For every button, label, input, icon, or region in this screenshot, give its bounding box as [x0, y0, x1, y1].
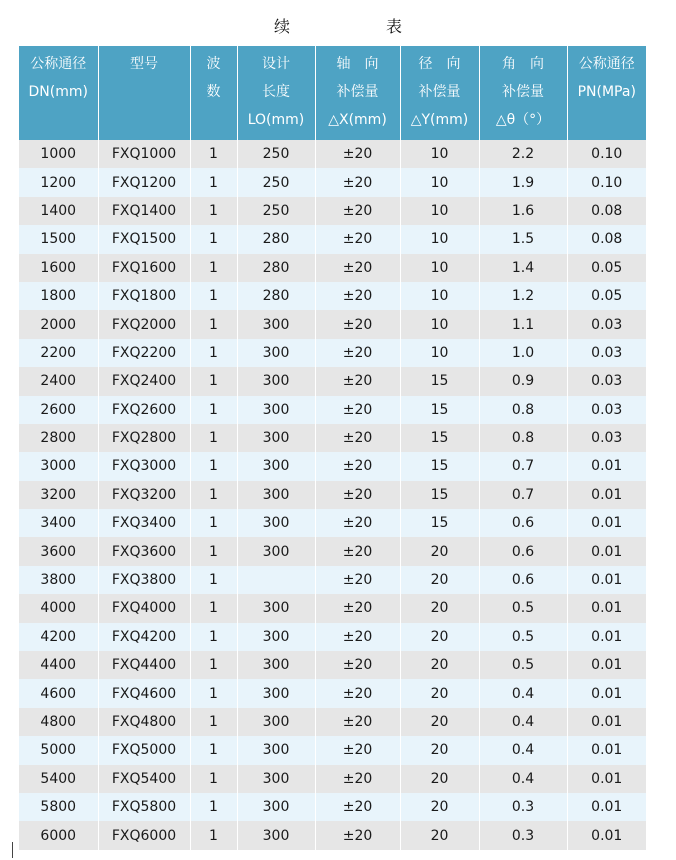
cell-dn: 4600 — [19, 679, 98, 707]
cell-length: 280 — [237, 282, 315, 310]
cell-length — [237, 566, 315, 594]
cell-length: 300 — [237, 623, 315, 651]
cell-waves: 1 — [190, 821, 237, 849]
cell-axial: ±20 — [315, 282, 400, 310]
cell-length: 300 — [237, 736, 315, 764]
cell-angular: 0.5 — [479, 651, 567, 679]
cell-dn: 1500 — [19, 225, 98, 253]
cell-length: 300 — [237, 651, 315, 679]
cell-pn: 0.03 — [567, 339, 646, 367]
cell-axial: ±20 — [315, 310, 400, 338]
cell-model: FXQ4000 — [98, 594, 190, 622]
cell-dn: 1800 — [19, 282, 98, 310]
cell-pn: 0.01 — [567, 651, 646, 679]
cell-dn: 3600 — [19, 537, 98, 565]
cell-dn: 5000 — [19, 736, 98, 764]
table-row — [19, 736, 646, 764]
cell-angular: 0.6 — [479, 509, 567, 537]
cell-dn: 2800 — [19, 424, 98, 452]
cell-axial: ±20 — [315, 537, 400, 565]
cell-length: 300 — [237, 594, 315, 622]
cell-lateral: 10 — [400, 310, 479, 338]
cell-lateral: 10 — [400, 225, 479, 253]
cell-angular: 0.4 — [479, 708, 567, 736]
cell-pn: 0.10 — [567, 140, 646, 168]
cell-length: 300 — [237, 452, 315, 480]
cell-dn: 4200 — [19, 623, 98, 651]
cell-lateral: 20 — [400, 623, 479, 651]
cell-axial: ±20 — [315, 140, 400, 168]
table-row — [19, 282, 646, 310]
cell-angular: 0.9 — [479, 367, 567, 395]
cell-angular: 1.9 — [479, 168, 567, 196]
cell-axial: ±20 — [315, 481, 400, 509]
cell-length: 250 — [237, 197, 315, 225]
table-header-row — [19, 46, 646, 140]
table-row — [19, 708, 646, 736]
cell-dn: 3800 — [19, 566, 98, 594]
cell-waves: 1 — [190, 197, 237, 225]
cell-axial: ±20 — [315, 623, 400, 651]
cell-model: FXQ3200 — [98, 481, 190, 509]
cell-dn: 6000 — [19, 821, 98, 849]
cell-axial: ±20 — [315, 339, 400, 367]
table-row — [19, 679, 646, 707]
cell-waves: 1 — [190, 254, 237, 282]
header-line: PN(MPa) — [577, 84, 636, 100]
cell-length: 250 — [237, 168, 315, 196]
cell-lateral: 10 — [400, 168, 479, 196]
cell-axial: ±20 — [315, 651, 400, 679]
table-row — [19, 651, 646, 679]
cell-pn: 0.08 — [567, 197, 646, 225]
cell-waves: 1 — [190, 367, 237, 395]
cell-angular: 0.3 — [479, 793, 567, 821]
cell-axial: ±20 — [315, 793, 400, 821]
cell-model: FXQ4800 — [98, 708, 190, 736]
table-row — [19, 424, 646, 452]
cell-pn: 0.01 — [567, 452, 646, 480]
cell-waves: 1 — [190, 651, 237, 679]
cell-pn: 0.10 — [567, 168, 646, 196]
cell-dn: 3400 — [19, 509, 98, 537]
header-line: 公称通径 — [30, 56, 87, 72]
table-row — [19, 396, 646, 424]
cell-pn: 0.01 — [567, 623, 646, 651]
cell-lateral: 15 — [400, 367, 479, 395]
cell-dn: 5400 — [19, 765, 98, 793]
header-line: 角 向 — [502, 56, 544, 72]
header-line: 波 — [206, 56, 221, 72]
cell-model: FXQ2200 — [98, 339, 190, 367]
table-row — [19, 140, 646, 168]
cell-pn: 0.01 — [567, 793, 646, 821]
table-row — [19, 367, 646, 395]
cell-length: 300 — [237, 793, 315, 821]
cell-model: FXQ6000 — [98, 821, 190, 849]
column-header-lateral — [400, 46, 479, 140]
header-line: 补偿量 — [336, 84, 379, 100]
cell-length: 300 — [237, 424, 315, 452]
cell-lateral: 20 — [400, 708, 479, 736]
cell-axial: ±20 — [315, 821, 400, 849]
cell-pn: 0.03 — [567, 367, 646, 395]
cell-model: FXQ1500 — [98, 225, 190, 253]
cell-waves: 1 — [190, 140, 237, 168]
cell-model: FXQ2000 — [98, 310, 190, 338]
cell-length: 300 — [237, 396, 315, 424]
header-line: 型号 — [130, 56, 158, 72]
table-row — [19, 225, 646, 253]
cell-lateral: 15 — [400, 396, 479, 424]
cell-length: 250 — [237, 140, 315, 168]
cell-lateral: 10 — [400, 339, 479, 367]
cell-length: 300 — [237, 821, 315, 849]
cell-waves: 1 — [190, 509, 237, 537]
cell-model: FXQ4200 — [98, 623, 190, 651]
cell-dn: 4800 — [19, 708, 98, 736]
cell-model: FXQ5800 — [98, 793, 190, 821]
cell-angular: 0.7 — [479, 481, 567, 509]
cell-pn: 0.01 — [567, 765, 646, 793]
cell-pn: 0.08 — [567, 225, 646, 253]
cell-angular: 0.4 — [479, 679, 567, 707]
cell-lateral: 15 — [400, 481, 479, 509]
cell-axial: ±20 — [315, 367, 400, 395]
cell-angular: 0.6 — [479, 537, 567, 565]
cell-axial: ±20 — [315, 424, 400, 452]
spec-table — [19, 46, 646, 850]
cell-model: FXQ1000 — [98, 140, 190, 168]
cell-length: 300 — [237, 310, 315, 338]
cell-axial: ±20 — [315, 509, 400, 537]
cell-angular: 0.5 — [479, 594, 567, 622]
cell-model: FXQ4400 — [98, 651, 190, 679]
cell-axial: ±20 — [315, 254, 400, 282]
cell-axial: ±20 — [315, 566, 400, 594]
column-header-angular — [479, 46, 567, 140]
cell-pn: 0.03 — [567, 310, 646, 338]
cell-angular: 1.4 — [479, 254, 567, 282]
header-line: LO(mm) — [247, 112, 305, 128]
cell-length: 280 — [237, 254, 315, 282]
cell-pn: 0.01 — [567, 537, 646, 565]
cell-waves: 1 — [190, 793, 237, 821]
cell-angular: 0.5 — [479, 623, 567, 651]
table-row — [19, 821, 646, 849]
header-line: 补偿量 — [502, 84, 544, 100]
cell-model: FXQ1200 — [98, 168, 190, 196]
cell-model: FXQ3600 — [98, 537, 190, 565]
cell-dn: 2200 — [19, 339, 98, 367]
cell-pn: 0.05 — [567, 254, 646, 282]
table-row — [19, 452, 646, 480]
cell-waves: 1 — [190, 594, 237, 622]
column-header-model — [98, 46, 190, 140]
cell-angular: 0.4 — [479, 765, 567, 793]
cell-length: 300 — [237, 509, 315, 537]
table-row — [19, 793, 646, 821]
cell-model: FXQ1600 — [98, 254, 190, 282]
cell-waves: 1 — [190, 679, 237, 707]
header-line: △θ（°） — [495, 112, 551, 128]
cell-waves: 1 — [190, 168, 237, 196]
column-header-pn — [567, 46, 646, 140]
cell-model: FXQ4600 — [98, 679, 190, 707]
cell-axial: ±20 — [315, 765, 400, 793]
cell-pn: 0.01 — [567, 509, 646, 537]
cell-lateral: 20 — [400, 793, 479, 821]
cell-lateral: 20 — [400, 537, 479, 565]
cell-pn: 0.01 — [567, 736, 646, 764]
cell-waves: 1 — [190, 225, 237, 253]
cell-length: 300 — [237, 537, 315, 565]
cell-axial: ±20 — [315, 168, 400, 196]
cell-angular: 1.0 — [479, 339, 567, 367]
cell-angular: 0.4 — [479, 736, 567, 764]
table-body — [19, 140, 646, 850]
table-row — [19, 509, 646, 537]
cell-angular: 2.2 — [479, 140, 567, 168]
cell-model: FXQ5400 — [98, 765, 190, 793]
cell-dn: 4000 — [19, 594, 98, 622]
column-header-dn — [19, 46, 98, 140]
cell-pn: 0.01 — [567, 821, 646, 849]
cell-dn: 5800 — [19, 793, 98, 821]
header-line: 径 向 — [418, 56, 461, 72]
cell-length: 300 — [237, 367, 315, 395]
table-row — [19, 765, 646, 793]
cell-axial: ±20 — [315, 708, 400, 736]
cell-pn: 0.03 — [567, 396, 646, 424]
cell-angular: 1.1 — [479, 310, 567, 338]
cell-axial: ±20 — [315, 594, 400, 622]
cell-lateral: 20 — [400, 765, 479, 793]
cell-dn: 1000 — [19, 140, 98, 168]
cell-angular: 0.8 — [479, 424, 567, 452]
cell-pn: 0.01 — [567, 594, 646, 622]
cell-waves: 1 — [190, 765, 237, 793]
cell-lateral: 10 — [400, 282, 479, 310]
table-row — [19, 339, 646, 367]
cell-waves: 1 — [190, 566, 237, 594]
cell-axial: ±20 — [315, 679, 400, 707]
cell-waves: 1 — [190, 310, 237, 338]
table-row — [19, 168, 646, 196]
cell-lateral: 20 — [400, 821, 479, 849]
cell-pn: 0.01 — [567, 566, 646, 594]
cell-length: 300 — [237, 708, 315, 736]
table-row — [19, 623, 646, 651]
table-row — [19, 594, 646, 622]
table-row — [19, 566, 646, 594]
cell-angular: 0.3 — [479, 821, 567, 849]
cell-waves: 1 — [190, 481, 237, 509]
cell-model: FXQ3000 — [98, 452, 190, 480]
cell-dn: 1200 — [19, 168, 98, 196]
cell-waves: 1 — [190, 736, 237, 764]
table-row — [19, 254, 646, 282]
cell-lateral: 15 — [400, 509, 479, 537]
column-header-axial — [315, 46, 400, 140]
cell-dn: 2400 — [19, 367, 98, 395]
cell-length: 280 — [237, 225, 315, 253]
cell-model: FXQ2800 — [98, 424, 190, 452]
column-header-length — [237, 46, 315, 140]
header-line: 设计 — [262, 56, 290, 72]
cell-axial: ±20 — [315, 736, 400, 764]
header-line: △Y(mm) — [410, 112, 469, 128]
cell-axial: ±20 — [315, 197, 400, 225]
margin-mark — [12, 842, 13, 858]
header-line: DN(mm) — [28, 84, 88, 100]
cell-angular: 1.6 — [479, 197, 567, 225]
cell-length: 300 — [237, 679, 315, 707]
table-row — [19, 310, 646, 338]
cell-lateral: 20 — [400, 651, 479, 679]
cell-lateral: 10 — [400, 197, 479, 225]
cell-model: FXQ1400 — [98, 197, 190, 225]
cell-axial: ±20 — [315, 225, 400, 253]
cell-dn: 3000 — [19, 452, 98, 480]
cell-angular: 1.2 — [479, 282, 567, 310]
cell-dn: 3200 — [19, 481, 98, 509]
cell-waves: 1 — [190, 537, 237, 565]
cell-waves: 1 — [190, 424, 237, 452]
cell-model: FXQ3800 — [98, 566, 190, 594]
cell-lateral: 15 — [400, 424, 479, 452]
header-line: 轴 向 — [336, 56, 379, 72]
cell-pn: 0.01 — [567, 481, 646, 509]
cell-pn: 0.01 — [567, 708, 646, 736]
cell-angular: 1.5 — [479, 225, 567, 253]
cell-dn: 4400 — [19, 651, 98, 679]
cell-pn: 0.03 — [567, 424, 646, 452]
cell-angular: 0.6 — [479, 566, 567, 594]
table-row — [19, 537, 646, 565]
cell-axial: ±20 — [315, 396, 400, 424]
header-line: 长度 — [262, 84, 290, 100]
table-row — [19, 481, 646, 509]
cell-angular: 0.7 — [479, 452, 567, 480]
cell-length: 300 — [237, 765, 315, 793]
table-row — [19, 197, 646, 225]
cell-model: FXQ3400 — [98, 509, 190, 537]
cell-dn: 2600 — [19, 396, 98, 424]
cell-pn: 0.01 — [567, 679, 646, 707]
cell-lateral: 20 — [400, 736, 479, 764]
cell-axial: ±20 — [315, 452, 400, 480]
cell-lateral: 20 — [400, 566, 479, 594]
cell-waves: 1 — [190, 708, 237, 736]
header-line: △X(mm) — [328, 112, 387, 128]
cell-dn: 1400 — [19, 197, 98, 225]
cell-waves: 1 — [190, 339, 237, 367]
cell-dn: 1600 — [19, 254, 98, 282]
cell-lateral: 20 — [400, 594, 479, 622]
cell-angular: 0.8 — [479, 396, 567, 424]
cell-dn: 2000 — [19, 310, 98, 338]
cell-length: 300 — [237, 339, 315, 367]
page-title: 续 表 — [273, 17, 442, 36]
cell-waves: 1 — [190, 282, 237, 310]
cell-length: 300 — [237, 481, 315, 509]
cell-lateral: 20 — [400, 679, 479, 707]
cell-model: FXQ1800 — [98, 282, 190, 310]
cell-model: FXQ2400 — [98, 367, 190, 395]
header-line: 公称通径 — [578, 56, 635, 72]
cell-pn: 0.05 — [567, 282, 646, 310]
cell-model: FXQ2600 — [98, 396, 190, 424]
cell-waves: 1 — [190, 396, 237, 424]
cell-lateral: 15 — [400, 452, 479, 480]
header-line: 数 — [206, 84, 221, 100]
cell-model: FXQ5000 — [98, 736, 190, 764]
cell-lateral: 10 — [400, 140, 479, 168]
cell-waves: 1 — [190, 452, 237, 480]
cell-lateral: 10 — [400, 254, 479, 282]
cell-waves: 1 — [190, 623, 237, 651]
header-line: 补偿量 — [418, 84, 461, 100]
column-header-waves — [190, 46, 237, 140]
